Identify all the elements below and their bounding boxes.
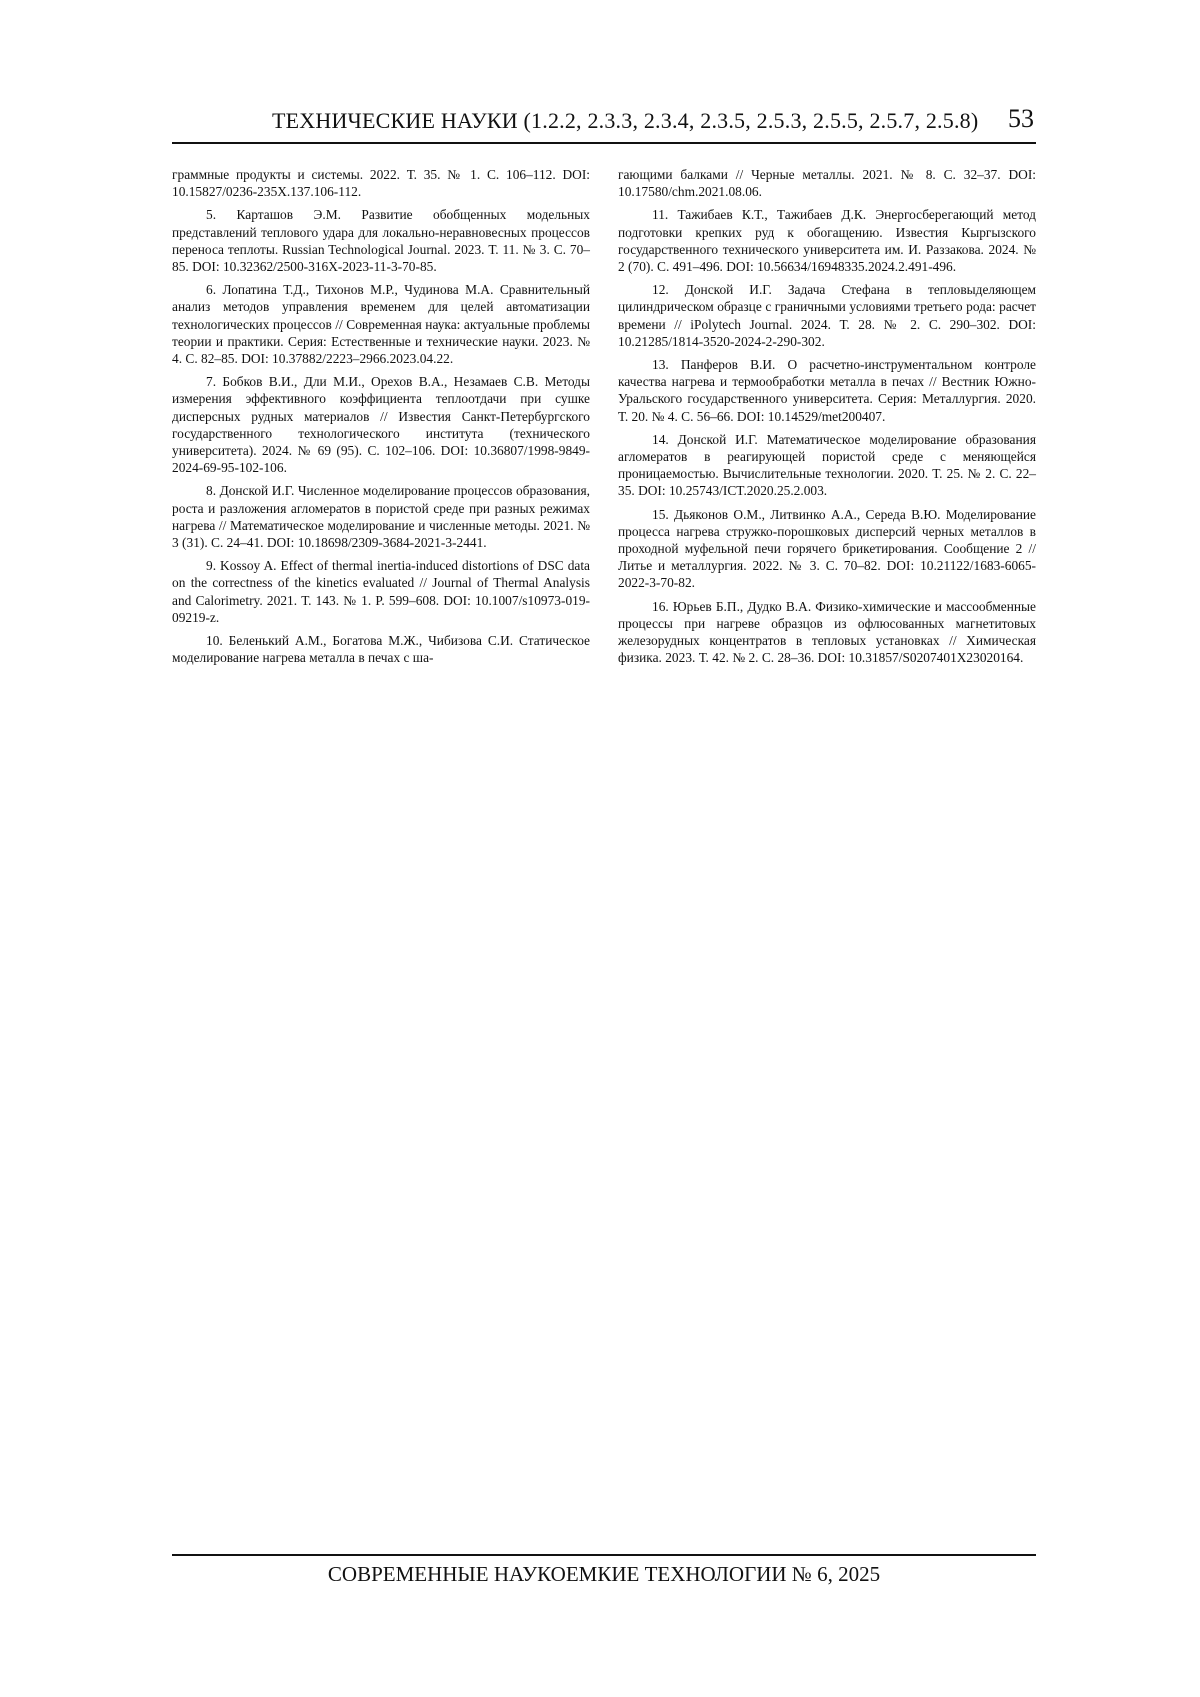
left-column: [172, 166, 590, 672]
reference-item-16: 16. Юрьев Б.П., Дудко В.А. Физико-химические и массообменные процессы при нагреве образцов из офлюсованных магнетитовых железорудных концентратов в тепловых установках // Химическая физика. 2023. Т. 42. № 2. С. 28–36. DOI: 10.31857/S0207401X23020164.: [618, 598, 1036, 666]
reference-item-7: 7. Бобков В.И., Дли М.И., Орехов В.А., Незамаев С.В. Методы измерения эффективного коэффициента теплоотдачи при сушке дисперсных рудных материалов // Известия Санкт-Петербургского государственного технологического института (технического университета). 2024. № 69 (95). С. 102–106. DOI: 10.36807/1998-9849-2024-69-95-102-106.: [172, 374, 590, 476]
reference-item-5: 5. Карташов Э.М. Развитие обобщенных модельных представлений теплового удара для локально-неравновесных процессов переноса теплоты. Russian Technological Journal. 2023. Т. 11. № 3. С. 70–85. DOI: 10.32362/2500-316X-2023-11-3-70-85.: [172, 207, 590, 275]
journal-footer: СОВРЕМЕННЫЕ НАУКОЕМКИЕ ТЕХНОЛОГИИ № 6, 2025: [327, 1562, 881, 1586]
reference-item-15: 15. Дьяконов О.М., Литвинко А.А., Середа В.Ю. Моделирование процесса нагрева стружко-порошковых дисперсий черных металлов в проходной муфельной печи горячего брикетирования. Сообщение 2 // Литье и металлургия. 2022. № 3. С. 70–82. DOI: 10.21122/1683-6065-2022-3-70-82.: [618, 506, 1036, 591]
reference-item-13: 13. Панферов В.И. О расчетно-инструментальном контроле качества нагрева и термообработки металла в печах // Вестник Южно-Уральского государственного университета. Серия: Металлургия. 2020. Т. 20. № 4. С. 56–66. DOI: 10.14529/met200407.: [618, 357, 1036, 424]
right-column: [618, 166, 1036, 672]
reference-item-11: 11. Тажибаев К.Т., Тажибаев Д.К. Энергосберегающий метод подготовки крепких руд к обогащению. Известия Кыргызского государственного технического университета им. И. Раззакова. 2024. № 2 (70). С. 491–496. DOI: 10.56634/16948335.2024.2.491-496.: [618, 207, 1036, 275]
reference-item-8: 8. Донской И.Г. Численное моделирование процессов образования, роста и разложения агломератов в пористой среде при разных режимах нагрева // Математическое моделирование и численные методы. 2021. № 3 (31). С. 24–41. DOI: 10.18698/2309-3684-2021-3-2441.: [172, 483, 590, 551]
reference-continuation: гающими балками // Черные металлы. 2021. № 8. С. 32–37. DOI: 10.17580/chm.2021.08.06.: [618, 167, 1036, 200]
reference-continuation: граммные продукты и системы. 2022. Т. 35. № 1. С. 106–112. DOI: 10.15827/0236-235X.137.106-112.: [172, 167, 590, 200]
reference-item-9: 9. Kossoy A. Effect of thermal inertia-induced distortions of DSC data on the correctness of the kinetics evaluated // Journal of Thermal Analysis and Calorimetry. 2021. Т. 143. № 1. P. 599–608. DOI: 10.1007/s10973-019-09219-z.: [172, 558, 590, 625]
section-title: ТЕХНИЧЕСКИЕ НАУКИ (1.2.2, 2.3.3, 2.3.4, 2.3.5, 2.5.3, 2.5.5, 2.5.7, 2.5.8): [272, 108, 979, 133]
reference-item-12: 12. Донской И.Г. Задача Стефана в тепловыделяющем цилиндрическом образце с граничными условиями третьего рода: расчет времени // iPolytech Journal. 2024. Т. 28. № 2. С. 290–302. DOI: 10.21285/1814-3520-2024-2-290-302.: [618, 282, 1036, 349]
reference-item-14: 14. Донской И.Г. Математическое моделирование образования агломератов в реагирующей пористой среде с меняющейся проницаемостью. Вычислительные технологии. 2020. Т. 25. № 2. С. 22–35. DOI: 10.25743/ICT.2020.25.2.003.: [618, 431, 1036, 499]
page-number: 53: [1008, 104, 1034, 133]
running-footer: [172, 1554, 1036, 1596]
reference-item-10: 10. Беленький А.М., Богатова М.Ж., Чибизова С.И. Статическое моделирование нагрева металла в печах с ша-: [172, 633, 590, 666]
reference-item-6: 6. Лопатина Т.Д., Тихонов М.Р., Чудинова М.А. Сравнительный анализ методов управления временем для целей автоматизации технологических процессов // Современная наука: актуальные проблемы теории и практики. Серия: Естественные и технические науки. 2023. № 4. С. 82–85. DOI: 10.37882/2223–2966.2023.04.22.: [172, 282, 590, 367]
running-header: [172, 104, 1036, 144]
